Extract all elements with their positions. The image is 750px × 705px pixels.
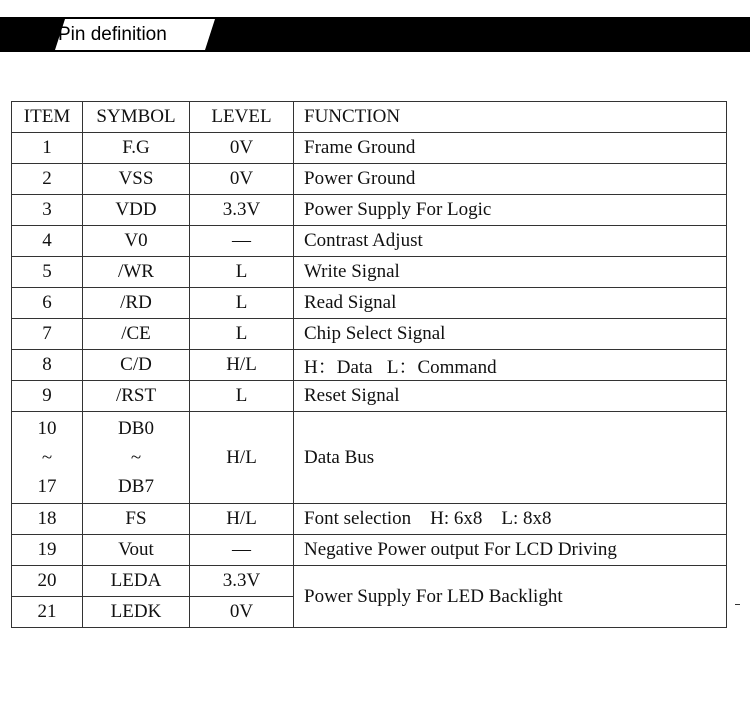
cell-symbol-range [83,412,190,504]
cell-level: H/L [190,350,294,381]
page-title: Pin definition [58,24,167,45]
cell-symbol: LEDK [83,597,190,628]
cell-symbol: LEDA [83,566,190,597]
cell-level: 0V [190,133,294,164]
table-row [12,504,727,535]
column-header-symbol: SYMBOL [83,102,190,133]
cell-symbol: F.G [83,133,190,164]
cell-item: 21 [12,597,83,628]
cell-symbol: VSS [83,164,190,195]
symbol-range-end: DB7 [118,475,154,497]
cell-symbol: /RST [83,381,190,412]
cell-item: 5 [12,257,83,288]
table-row [12,164,727,195]
cell-symbol: /WR [83,257,190,288]
cell-level: — [190,226,294,257]
cell-level: L [190,257,294,288]
column-header-function: FUNCTION [294,102,727,133]
cell-function: Negative Power output For LCD Driving [294,535,727,566]
cell-level: H/L [190,504,294,535]
cell-item-range [12,412,83,504]
cell-symbol: /RD [83,288,190,319]
cell-item: 20 [12,566,83,597]
cell-function: Data Bus [294,412,727,504]
cell-level: 0V [190,597,294,628]
cell-level: H/L [190,412,294,504]
column-header-item: ITEM [12,102,83,133]
cell-function: Power Supply For Logic [294,195,727,226]
table-row [12,226,727,257]
cell-function: Power Supply For LED Backlight [294,566,727,628]
cell-function: Write Signal [294,257,727,288]
table-row [12,195,727,226]
cell-function: Read Signal [294,288,727,319]
table-row [12,566,727,597]
cell-function: Reset Signal [294,381,727,412]
cell-function: H：Data L：Command [294,350,727,381]
cell-function: Power Ground [294,164,727,195]
cell-level: 0V [190,164,294,195]
item-range-start: 10 [37,417,57,439]
cell-level: L [190,381,294,412]
cell-function: Chip Select Signal [294,319,727,350]
cell-level: L [190,288,294,319]
table-row [12,319,727,350]
table-row [12,133,727,164]
cell-symbol: Vout [83,535,190,566]
cell-level: 3.3V [190,195,294,226]
cell-item: 7 [12,319,83,350]
cell-item: 4 [12,226,83,257]
cell-item: 6 [12,288,83,319]
cell-item: 18 [12,504,83,535]
symbol-range-separator: ~ [130,446,142,468]
item-range-end: 17 [37,475,57,497]
cell-symbol: FS [83,504,190,535]
cell-item: 1 [12,133,83,164]
cell-level: 3.3V [190,566,294,597]
cell-item: 9 [12,381,83,412]
cell-function: Font selection H: 6x8 L: 8x8 [294,504,727,535]
cell-symbol: VDD [83,195,190,226]
item-range-separator: ~ [41,446,53,468]
pin-definition-table [11,101,727,628]
table-row-data-bus [12,412,727,504]
symbol-range-start: DB0 [118,417,154,439]
edge-tick [735,604,740,605]
cell-symbol: C/D [83,350,190,381]
table-row [12,288,727,319]
cell-symbol: V0 [83,226,190,257]
cell-item: 2 [12,164,83,195]
cell-level: — [190,535,294,566]
cell-level: L [190,319,294,350]
cell-item: 8 [12,350,83,381]
table-row [12,257,727,288]
column-header-level: LEVEL [190,102,294,133]
cell-item: 3 [12,195,83,226]
cell-function: Contrast Adjust [294,226,727,257]
table-row [12,535,727,566]
cell-function: Frame Ground [294,133,727,164]
table-row [12,350,727,381]
cell-item: 19 [12,535,83,566]
cell-symbol: /CE [83,319,190,350]
table-row [12,381,727,412]
table-header-row [12,102,727,133]
